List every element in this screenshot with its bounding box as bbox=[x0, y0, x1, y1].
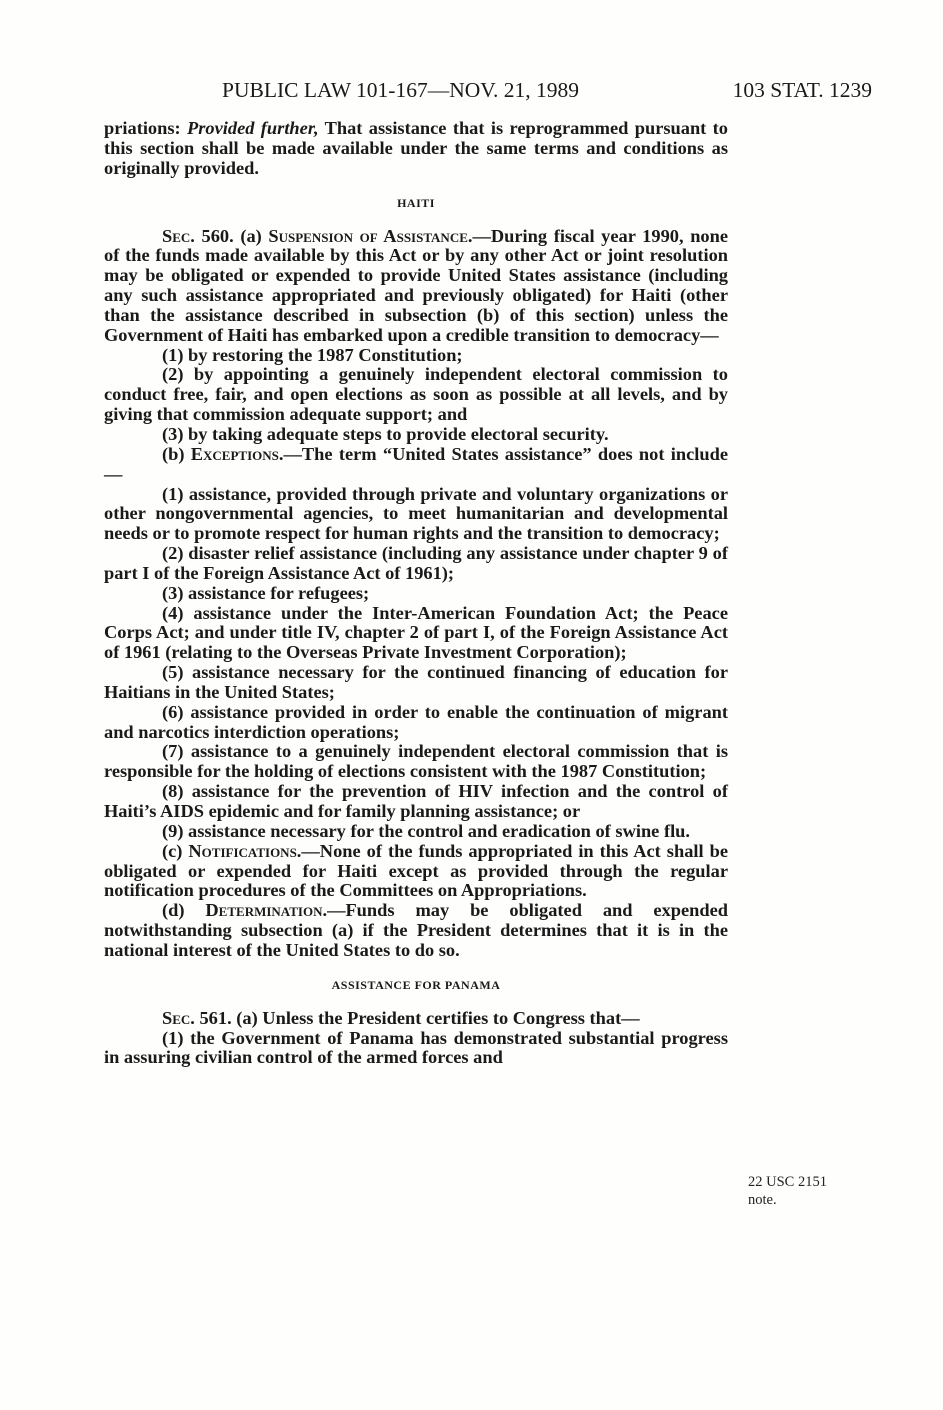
exception-item: (8) assistance for the prevention of HIV infection and the control of Haiti’s AIDS epidemic and for family planning assistance; or bbox=[104, 781, 728, 821]
sec560-b-text: —The term “United States assistance” does not include— bbox=[104, 443, 728, 484]
exception-item: (7) assistance to a genuinely independent electoral commission that is responsible for the holding of elections consistent with the 1987 Constitution; bbox=[104, 741, 728, 782]
sec560-number: 560. (a) bbox=[194, 225, 269, 246]
sec560-a-text: —During fiscal year 1990, none of the funds made available by this Act or by any other Act or joint resolution may be obligated or expended to provide United States assistance (including any such assistance appropriated and previously obligated) for Haiti (other than the assistance described in subsection (b) of this section) unless the Government of Haiti has embarked upon a credible transition to democracy— bbox=[104, 225, 729, 345]
sec561-text: 561. (a) Unless the President certifies to Congress that— bbox=[194, 1007, 640, 1028]
intro-proviso: Provided further, bbox=[187, 118, 319, 138]
sec560-subsection-c bbox=[104, 842, 728, 902]
condition-item: (3) by taking adequate steps to provide electoral security. bbox=[162, 423, 609, 444]
sec560-subsection-d bbox=[104, 901, 728, 961]
section-heading-panama: ASSISTANCE FOR PANAMA bbox=[331, 977, 501, 992]
sec561-item-1: (1) the Government of Panama has demonstrated substantial progress in assuring civilian control of the armed forces and bbox=[104, 1027, 728, 1068]
sec560-d-text: —Funds may be obligated and expended notwithstanding subsection (a) if the President determines that it is in the national interest of the United States to do so. bbox=[104, 900, 728, 960]
usc-margin-note bbox=[748, 1173, 827, 1209]
section-heading-haiti: HAITI bbox=[397, 195, 435, 210]
sec560-b-label: (b) bbox=[162, 443, 191, 464]
exception-item: (3) assistance for refugees; bbox=[162, 582, 370, 603]
exception-item: (9) assistance necessary for the control and eradication of swine flu. bbox=[162, 820, 691, 841]
sec560-subsection-b bbox=[104, 445, 728, 485]
sec560-c-title: Notifications. bbox=[188, 840, 302, 861]
intro-text-end: That assistance that is reprogrammed pursuant to this section shall be made available under the same terms and conditions as originally provided. bbox=[104, 118, 728, 178]
condition-item: (1) by restoring the 1987 Constitution; bbox=[162, 344, 463, 365]
exception-item: (4) assistance under the Inter-American Foundation Act; the Peace Corps Act; and under title IV, chapter 2 of part I, of the Foreign Assistance Act of 1961 (relating to the Overseas Private Investment Corporation); bbox=[104, 602, 728, 663]
sec561-label: Sec. bbox=[162, 1007, 195, 1028]
document-body bbox=[104, 119, 728, 1068]
margin-note-citation: 22 USC 2151 bbox=[748, 1174, 827, 1190]
margin-note-suffix: note. bbox=[748, 1192, 777, 1208]
header-title: PUBLIC LAW 101-167—NOV. 21, 1989 bbox=[222, 78, 580, 102]
exception-item: (1) assistance, provided through private and voluntary organizations or other nongovernmental agencies, to meet humanitarian and developmental needs or to promote respect for human rights and the transition to democracy; bbox=[104, 483, 728, 544]
sec560-d-label: (d) bbox=[162, 900, 206, 921]
intro-text-start: priations: bbox=[104, 118, 188, 138]
sec560-c-label: (c) bbox=[162, 840, 189, 861]
sec560-d-title: Determination. bbox=[205, 900, 328, 921]
sec560-a-title: Suspension of Assistance. bbox=[268, 225, 473, 246]
sec560-b-title: Exceptions. bbox=[190, 443, 284, 464]
sec560-subsection-a bbox=[104, 227, 728, 346]
page-header bbox=[222, 73, 872, 107]
exception-item: (6) assistance provided in order to enable the continuation of migrant and narcotics interdiction operations; bbox=[104, 701, 728, 742]
sec561-subsection-a bbox=[104, 1009, 728, 1029]
sec560-label: Sec. bbox=[162, 225, 195, 246]
intro-paragraph bbox=[104, 119, 728, 179]
exception-item: (2) disaster relief assistance (including any assistance under chapter 9 of part I of the Foreign Assistance Act of 1961); bbox=[104, 543, 728, 583]
sec560-c-text: —None of the funds appropriated in this Act shall be obligated or expended for Haiti except as provided through the regular notification procedures of the Committees on Appropriations. bbox=[104, 840, 728, 901]
header-page-number: 103 STAT. 1239 bbox=[732, 78, 872, 102]
condition-item: (2) by appointing a genuinely independent electoral commission to conduct free, fair, and open elections as soon as possible at all levels, and by giving that commission adequate support; and bbox=[104, 364, 728, 425]
exception-item: (5) assistance necessary for the continued financing of education for Haitians in the United States; bbox=[104, 662, 728, 702]
